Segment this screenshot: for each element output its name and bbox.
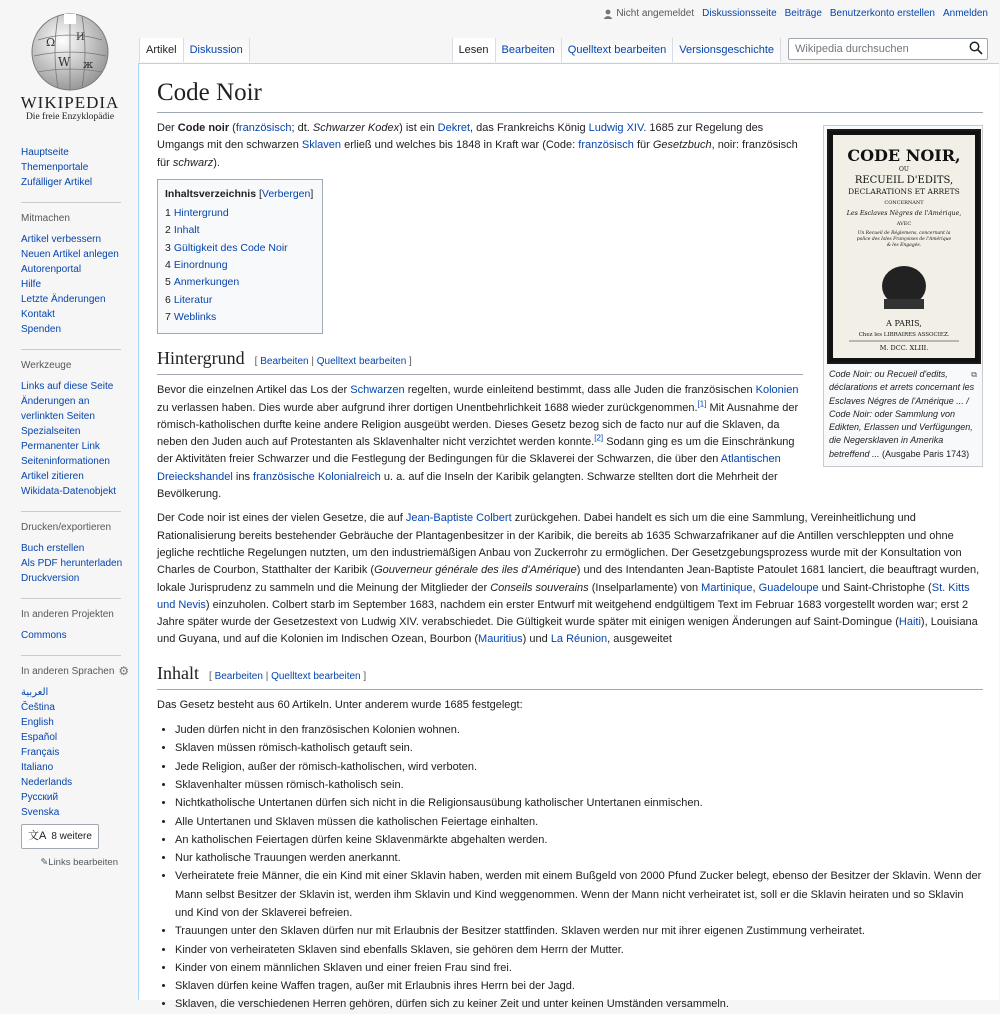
sidebar-item[interactable]: Autorenportal (21, 264, 82, 275)
intro-paragraph: Der Code noir (französisch; dt. Schwarzer Kodex) ist ein Dekret, das Frankreichs König Ludwig XIV. 1685 zur Regelung des Umgangs mit den schwarzen Sklaven erließ und welches bis 1848 in Kraft war (Code: französisch für Gesetzbuch, noir: französisch für schwarz). (157, 122, 798, 169)
image-text: CONCERNANT (884, 200, 924, 206)
paragraph: Der Code noir ist eines der vielen Gesetze, die auf Jean-Baptiste Colbert zurückgehen. Dabei handelt es sich um die eine Sammlung, Vereinheitlichung und Rationalisierung bereits bestehender Gebräuche der Plantagenbesitzer in der Karibik, die bereits ab 1635 Schwarzafrikaner auf die Antillen verschleppten und ohne jegliche rechtliche Regelungen nutzten, um den industriemäßigen Anbau von Zuckerrohr zu ermöglichen. Der Gesetzgebungsprozess wurde mit der Konsultation von Charles de Courbon, Statthalter der Karibik (Gouverneur générale des iles d'Amérique) und des Intendanten Jean-Baptiste Patoulet 1681 lanciert, die beauftragt wurden, lokale Jurisprudenz zu sammeln und die Meinung der Mitglieder der Conseils souverains (Inselparlamente) von Martinique, Guadeloupe und Saint-Christophe (St. Kitts und Nevis) einzuholen. Colbert starb im September 1683, nachdem ein erster Entwurf mit weitgehend endgültigem Text im Februar 1683 vorgestellt worden war; erst 2 Jahre später wurde der Gesetzestext von Ludwig XIV. verabschiedet. Die Gültigkeit wurde später mit einigen wenigen Änderungen auf Saint-Domingue (Haiti), Louisiana und Guyana, und auf die Kolonien im Indischen Ozean, Bourbon (Mauritius) und La Réunion, ausgeweitet (157, 512, 980, 646)
link[interactable]: St. Kitts und Nevis (157, 581, 970, 611)
link[interactable]: französisch (578, 139, 634, 152)
tab-read[interactable]: Lesen (452, 38, 495, 62)
namespace-tabs (139, 38, 250, 62)
tab-edit-source[interactable]: Quelltext bearbeiten (561, 38, 672, 62)
edit-section-link[interactable]: Bearbeiten (260, 356, 309, 368)
sidebar-sprachen (21, 664, 136, 870)
page-title: Code Noir (157, 78, 983, 113)
divider (21, 655, 121, 656)
image-text: Les Esclaves Nègres de l'Amérique, (846, 210, 962, 217)
toc-item[interactable]: 3 Gültigkeit des Code Noir (165, 241, 288, 254)
link[interactable]: Mauritius (478, 633, 523, 646)
image-text: OU (899, 166, 909, 173)
list-item: • Kinder von einem männlichen Sklaven und einer freien Frau sind frei. (175, 959, 983, 977)
language-link[interactable]: English (21, 717, 54, 728)
create-account-link[interactable]: Benutzerkonto erstellen (829, 8, 935, 19)
sidebar-item-commons[interactable]: Commons (21, 630, 67, 641)
edit-source-section-link[interactable]: Quelltext bearbeiten (271, 670, 361, 682)
portal-heading: In anderen Sprachen ⚙ (21, 664, 130, 678)
link[interactable]: Martinique (701, 581, 753, 594)
edit-section-link[interactable]: Bearbeiten (214, 670, 263, 682)
sidebar-navigation (21, 145, 136, 190)
link[interactable]: Sklaven (301, 139, 342, 152)
list-item: • Sklaven dürfen keine Waffen tragen, außer mit Erlaubnis ihres Herrn bei der Jagd. (175, 977, 983, 995)
sidebar-drucken (21, 520, 136, 586)
code-noir-title-page-image[interactable] (827, 129, 981, 364)
sidebar-item-portals[interactable]: Themenportale (21, 162, 89, 173)
portal-heading: In anderen Projekten (21, 609, 114, 620)
toc-item[interactable]: 6 Literatur (165, 293, 213, 306)
sidebar-item[interactable]: Letzte Änderungen (21, 294, 106, 305)
sidebar-item[interactable]: Seiteninformationen (21, 456, 110, 467)
language-link[interactable]: Čeština (21, 702, 55, 713)
table-of-contents (157, 179, 323, 334)
language-link[interactable]: Русский (21, 792, 59, 803)
language-link[interactable]: Français (21, 747, 60, 758)
toc-item[interactable]: 5 Anmerkungen (165, 276, 240, 289)
sidebar-item[interactable]: Permanenter Link (21, 441, 100, 452)
link[interactable]: Schwarzen (350, 384, 405, 397)
toc-item[interactable]: 1 Hintergrund (165, 207, 229, 220)
image-caption: ⧉ Code Noir: ou Recueil d'edits, déclarations et arrets concernant les Esclaves Négres de l'Amérique ... / Code Noir: oder Sammlung von Edikten, Erlassen und Verfügungen, die Negersklaven in Amerika betreffend ... (Ausgabe Paris 1743) (829, 369, 977, 459)
list-item: • Alle Untertanen und Sklaven müssen die katholischen Feiertage einhalten. (175, 813, 983, 831)
portal-heading: Mitmachen (21, 213, 70, 224)
lead-section (157, 120, 802, 172)
wikipedia-logo[interactable] (18, 10, 122, 122)
sidebar-projekte (21, 607, 136, 643)
login-link[interactable]: Anmelden (942, 8, 988, 19)
sidebar (21, 145, 136, 882)
user-icon (603, 9, 613, 19)
personal-tools (603, 8, 988, 19)
list-item: • Nur katholische Trauungen werden anerkannt. (175, 849, 983, 867)
sidebar-item-main-page[interactable]: Hauptseite (21, 147, 69, 158)
sidebar-item-random[interactable]: Zufälliger Artikel (21, 177, 93, 188)
svg-text:W: W (58, 55, 71, 69)
logo-wordmark: WIKIPEDIA (20, 93, 120, 112)
list-item: • Sklaven müssen römisch-katholisch getauft sein. (175, 739, 983, 757)
image-text: M. DCC. XLIII. (879, 344, 929, 352)
image-text: A PARIS, (886, 319, 922, 328)
not-logged-in: Nicht angemeldet (603, 8, 694, 19)
portal-heading: Werkzeuge (21, 360, 72, 371)
search-icon[interactable] (969, 41, 983, 55)
divider (21, 598, 121, 599)
footnote-ref[interactable]: [1] (697, 398, 707, 408)
link[interactable]: Haiti (898, 616, 921, 629)
more-languages-label: 8 weitere (51, 831, 92, 842)
pencil-icon: ✎ (40, 857, 49, 868)
toc-item[interactable]: 4 Einordnung (165, 259, 228, 272)
list-item: • An katholischen Feiertagen dürfen keine Sklavenmärkte abgehalten werden. (175, 831, 983, 849)
tab-history[interactable]: Versionsgeschichte (672, 38, 781, 62)
image-text: & les Engagés. (886, 243, 922, 248)
image-text: RECUEIL D'EDITS, (854, 175, 954, 186)
sidebar-item[interactable]: Kontakt (21, 309, 55, 320)
hintergrund-p1-wrap (157, 382, 802, 503)
link[interactable]: Jean-Baptiste Colbert (405, 512, 512, 525)
sidebar-item[interactable]: Buch erstellen (21, 543, 85, 554)
gear-icon[interactable]: ⚙ (118, 664, 130, 678)
image-title: CODE NOIR, (847, 146, 961, 165)
divider (21, 511, 121, 512)
edit-links[interactable]: ✎Links bearbeiten (40, 857, 118, 868)
sidebar-werkzeuge (21, 358, 136, 499)
link[interactable]: Guadeloupe (758, 581, 819, 594)
link[interactable]: Ludwig XIV. (588, 122, 647, 134)
image-text: DECLARATIONS ET ARRETS (848, 187, 960, 196)
toc-toggle[interactable]: Verbergen (261, 187, 311, 200)
list-item: • Trauungen unter den Sklaven dürfen nur mit Erlaubnis der Besitzer stattfinden. Sklaven werden nur mit ihrer eigenen Zustimmung verheiratet. (175, 922, 983, 940)
list-item: • Nichtkatholische Untertanen dürfen sich nicht in die Religionsausübung katholischer Untertanen einmischen. (175, 794, 983, 812)
view-tabs (452, 38, 781, 62)
link[interactable]: La Réunion (550, 633, 608, 646)
translate-icon: 文A (28, 830, 47, 842)
infobox-image (823, 125, 983, 467)
tab-edit[interactable]: Bearbeiten (495, 38, 561, 62)
language-link[interactable]: Nederlands (21, 777, 73, 788)
paragraph: Bevor die einzelnen Artikel das Los der Schwarzen regelten, wurde einleitend bestimmt, dass alle Juden die französischen Kolonien zu verlassen haben. Dies wurde aber aufgrund ihrer dortigen Unentbehrlichkeit 1688 wieder zurückgenommen.[1] Mit Ausnahme der römisch-katholischen durfte keine andere Religion ausgeübt werden. Dieses Gesetz bezog sich de facto nur auf die Sklaven, da neben den Juden auch auf Protestanten als Sklavenhalter nicht verzichtet werden konnte.[2] Sodann ging es um die Einschränkung der Aktivitäten freier Schwarzer und die Festlegung der Bedingungen für die Sklaverei der Schwarzen, die über den Atlantischen Dreieckshandel ins französische Kolonialreich u. a. auf die Inseln der Karibik gelangten. Schwarze stellten dort die Mehrheit der Bevölkerung. (157, 384, 799, 501)
link[interactable]: Dekret (437, 122, 471, 134)
list-item: • Jede Religion, außer der römisch-katholischen, wird verboten. (175, 758, 983, 776)
image-text: police des Isles Françoises de l'Amérique (856, 237, 952, 242)
inhalt-list (157, 721, 983, 1014)
svg-text:ж: ж (83, 58, 94, 71)
image-text: AVEC (896, 221, 912, 227)
link[interactable]: Kolonien (755, 384, 799, 397)
toc-item[interactable]: 7 Weblinks (165, 310, 217, 323)
list-item: • Kinder von verheirateten Sklaven sind ebenfalls Sklaven, sie gehören dem Herrn der Mutter. (175, 941, 983, 959)
search-input[interactable] (793, 42, 967, 56)
tab-discussion[interactable]: Diskussion (183, 38, 250, 62)
list-item: • Juden dürfen nicht in den französischen Kolonien wohnen. (175, 721, 983, 739)
sidebar-item[interactable]: Spenden (21, 324, 62, 335)
tab-article[interactable]: Artikel (139, 38, 183, 62)
contributions-link[interactable]: Beiträge (784, 8, 822, 19)
section-heading-hintergrund: Hintergrund [ Bearbeiten | Quelltext bearbeiten ] (157, 346, 803, 375)
footnote-ref[interactable]: [2] (594, 433, 604, 443)
toc-item[interactable]: 2 Inhalt (165, 224, 200, 237)
language-link[interactable]: Svenska (21, 807, 60, 818)
link[interactable]: französische Kolonialreich (253, 470, 381, 483)
list-item: • Sklaven, die verschiedenen Herren gehören, dürfen sich zu keiner Zeit und unter keinen Umständen versammeln. (175, 995, 983, 1013)
link[interactable]: französisch (235, 122, 292, 134)
divider (21, 349, 121, 350)
sidebar-item[interactable]: Änderungen an verlinkten Seiten (21, 396, 95, 422)
divider (21, 202, 121, 203)
image-text: Chez les LIBRAIRES ASSOCIEZ. (858, 332, 950, 338)
language-link[interactable]: Italiano (21, 762, 54, 773)
section-heading-inhalt: Inhalt [ Bearbeiten | Quelltext bearbeiten ] (157, 661, 983, 690)
image-text: Un Recueil de Réglemens, concernant la (857, 231, 951, 236)
edit-source-section-link[interactable]: Quelltext bearbeiten (316, 356, 407, 368)
paragraph: Das Gesetz besteht aus 60 Artikeln. Unter anderem wurde 1685 festgelegt: (157, 698, 523, 711)
content-area (138, 63, 999, 1011)
language-link[interactable]: Español (21, 732, 58, 743)
talk-link[interactable]: Diskussionsseite (702, 8, 777, 19)
sidebar-item[interactable]: Spezialseiten (21, 426, 81, 437)
sidebar-item[interactable]: Hilfe (21, 279, 42, 290)
language-link[interactable]: العربية (21, 687, 49, 698)
svg-text:И: И (76, 32, 85, 43)
sidebar-item[interactable]: Artikel zitieren (21, 471, 84, 482)
more-languages-button[interactable] (21, 824, 99, 849)
sidebar-mitmachen (21, 211, 136, 337)
toc-title: Inhaltsverzeichnis [Verbergen] (165, 187, 314, 200)
sidebar-item[interactable]: Als PDF herunterladen (21, 558, 123, 569)
portal-heading: Drucken/exportieren (21, 522, 112, 533)
sidebar-item[interactable]: Links auf diese Seite (21, 381, 114, 392)
article-body (157, 64, 983, 1014)
sidebar-item[interactable]: Artikel verbessern (21, 234, 102, 245)
list-item: • Verheiratete freie Männer, die ein Kind mit einer Sklavin haben, werden mit einem Bußgeld von 2000 Pfund Zucker belegt, ebenso der Besitzer der Sklavin. Wenn der Mann selbst Besitzer der Sklavin ist, werden ihm Sklavin und Kind weggenommen. Wenn der Mann nicht verheiratet ist, soll er die Sklavin heiraten und so Sklavin und Kind von der Sklaverei befreien. (175, 867, 983, 922)
sidebar-item[interactable]: Druckversion (21, 573, 80, 584)
magnify-icon[interactable]: ⧉ (971, 370, 977, 379)
list-item: • Sklavenhalter müssen römisch-katholisch sein. (175, 776, 983, 794)
link[interactable]: Atlantischen Dreieckshandel (157, 453, 781, 483)
svg-text:Ω: Ω (46, 36, 56, 49)
sidebar-item[interactable]: Wikidata-Datenobjekt (21, 486, 117, 497)
search-box (788, 38, 988, 60)
sidebar-item[interactable]: Neuen Artikel anlegen (21, 249, 119, 260)
puzzle-globe-icon (28, 10, 112, 94)
logo-tagline: Die freie Enzyklopädie (25, 112, 115, 122)
